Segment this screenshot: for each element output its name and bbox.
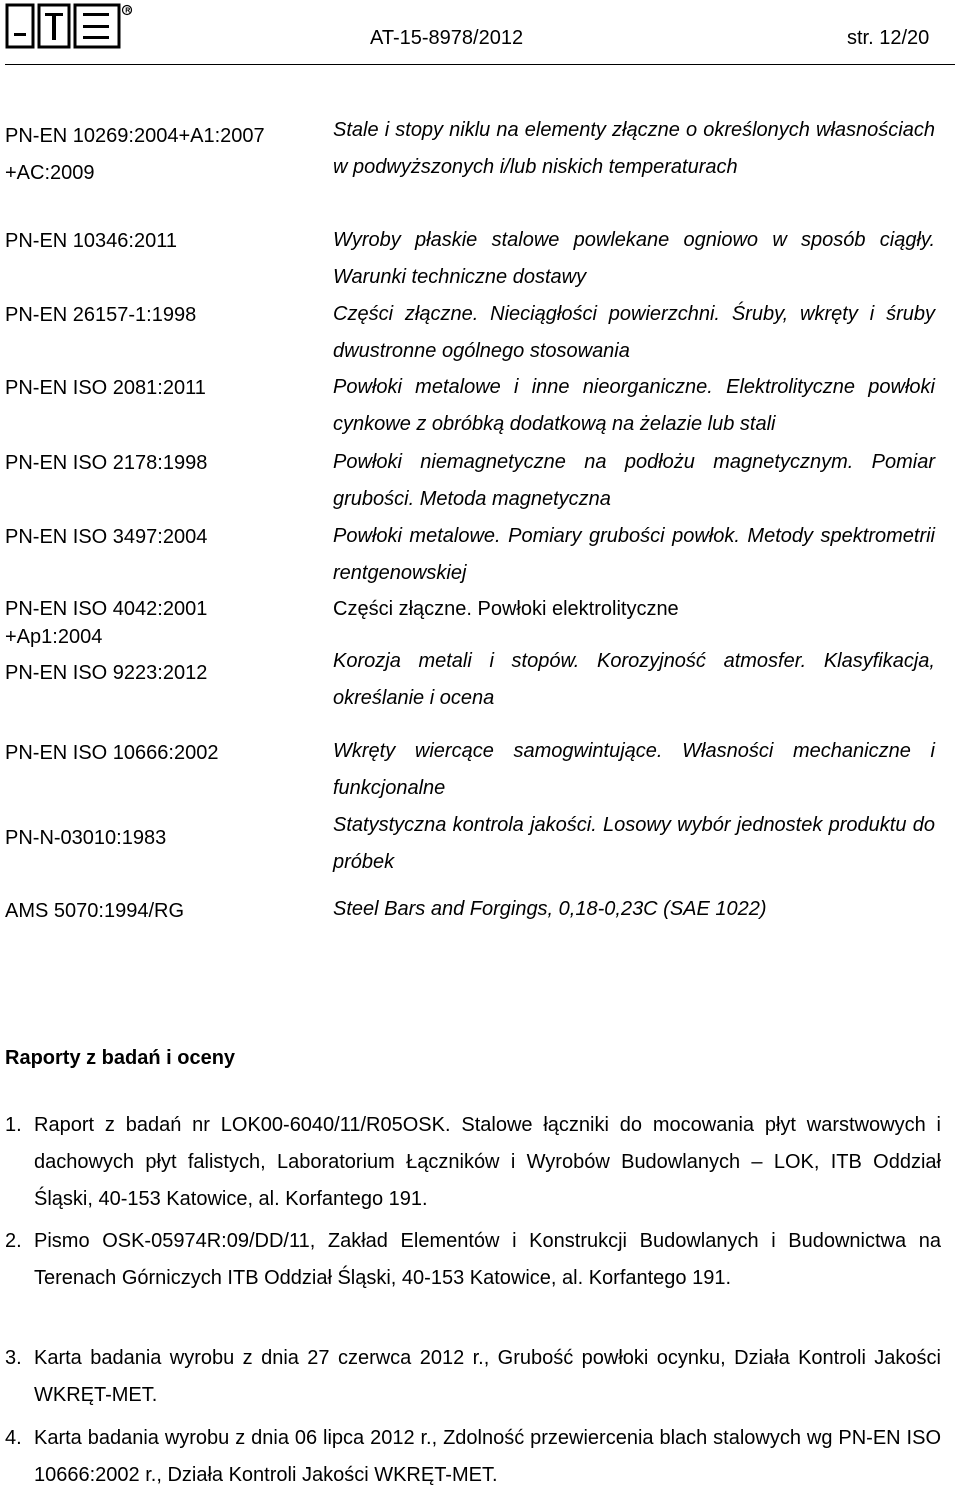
standard-code: PN-EN ISO 2081:2011 <box>5 377 206 399</box>
list-item-number: 1. <box>5 1114 22 1136</box>
list-item <box>5 1223 941 1297</box>
document-reference: AT-15-8978/2012 <box>370 27 524 49</box>
standard-title: Powłoki niemagnetyczne na podłożu magnetycznym. Pomiar grubości. Metoda magnetyczna <box>333 451 935 510</box>
standard-code: PN-EN 10269:2004+A1:2007 +AC:2009 <box>5 125 265 184</box>
standard-title: Powłoki metalowe i inne nieorganiczne. Elektrolityczne powłoki cynkowe z obróbką dodatkową na żelazie lub stali <box>333 376 935 435</box>
standard-code: PN-EN ISO 3497:2004 <box>5 526 208 548</box>
standard-title: Powłoki metalowe. Pomiary grubości powłok. Metody spektrometrii rentgenowskiej <box>333 525 935 584</box>
standard-title: Korozja metali i stopów. Korozyjność atmosfer. Klasyfikacja, określanie i ocena <box>333 650 935 709</box>
list-item-text: Karta badania wyrobu z dnia 06 lipca 2012 r., Zdolność przewiercenia blach stalowych wg PN-EN ISO 10666:2002 r., Działa Kontroli Jakości WKRĘT-MET. <box>34 1427 941 1486</box>
list-item-number: 2. <box>5 1230 22 1252</box>
page-number: str. 12/20 <box>847 27 930 49</box>
svg-text:R: R <box>125 7 131 15</box>
standard-title: Wyroby płaskie stalowe powlekane ogniowo w sposób ciągły. Warunki techniczne dostawy <box>333 229 935 288</box>
list-item-text: Pismo OSK-05974R:09/DD/11, Zakład Elementów i Konstrukcji Budowlanych i Budownictwa na Terenach Górniczych ITB Oddział Śląski, 40-153 Katowice, al. Korfantego 191. <box>34 1230 941 1289</box>
standard-code: AMS 5070:1994/RG <box>5 900 184 922</box>
section-title: Raporty z badań i oceny <box>5 1047 236 1069</box>
standard-title: Statystyczna kontrola jakości. Losowy wybór jednostek produktu do próbek <box>333 814 935 873</box>
standard-title: Steel Bars and Forgings, 0,18-0,23C (SAE 1022) <box>333 898 767 920</box>
list-item-number: 4. <box>5 1427 22 1449</box>
list-item <box>5 1107 941 1218</box>
list-item <box>5 1340 941 1414</box>
standard-code: PN-N-03010:1983 <box>5 827 167 849</box>
standard-title: Części złączne. Nieciągłości powierzchni. Śruby, wkręty i śruby dwustronne ogólnego stosowania <box>333 303 935 362</box>
standard-title: Stale i stopy niklu na elementy złączne o określonych własnościach w podwyższonych i/lub niskich temperaturach <box>333 119 935 178</box>
standard-code: PN-EN ISO 4042:2001 +Ap1:2004 <box>5 598 208 648</box>
list-item-text: Raport z badań nr LOK00-6040/11/R05OSK. Stalowe łączniki do mocowania płyt warstwowych i dachowych płyt falistych, Laboratorium Łączników i Wyrobów Budowlanych – LOK, ITB Oddział Śląski, 40-153 Katowice, al. Korfantego 191. <box>34 1114 941 1210</box>
standard-code: PN-EN 10346:2011 <box>5 230 177 252</box>
standard-title: Części złączne. Powłoki elektrolityczne <box>333 598 679 620</box>
standard-code: PN-EN 26157-1:1998 <box>5 304 197 326</box>
header-divider <box>5 64 955 65</box>
list-item-text: Karta badania wyrobu z dnia 27 czerwca 2012 r., Grubość powłoki ocynku, Działa Kontroli Jakości WKRĘT-MET. <box>34 1347 941 1406</box>
standard-code: PN-EN ISO 10666:2002 <box>5 742 219 764</box>
list-item <box>5 1420 941 1494</box>
standard-title: Wkręty wiercące samogwintujące. Własności mechaniczne i funkcjonalne <box>333 740 935 799</box>
list-item-number: 3. <box>5 1347 22 1369</box>
itb-logo <box>5 3 133 49</box>
standard-code: PN-EN ISO 9223:2012 <box>5 662 208 684</box>
standard-code: PN-EN ISO 2178:1998 <box>5 452 208 474</box>
